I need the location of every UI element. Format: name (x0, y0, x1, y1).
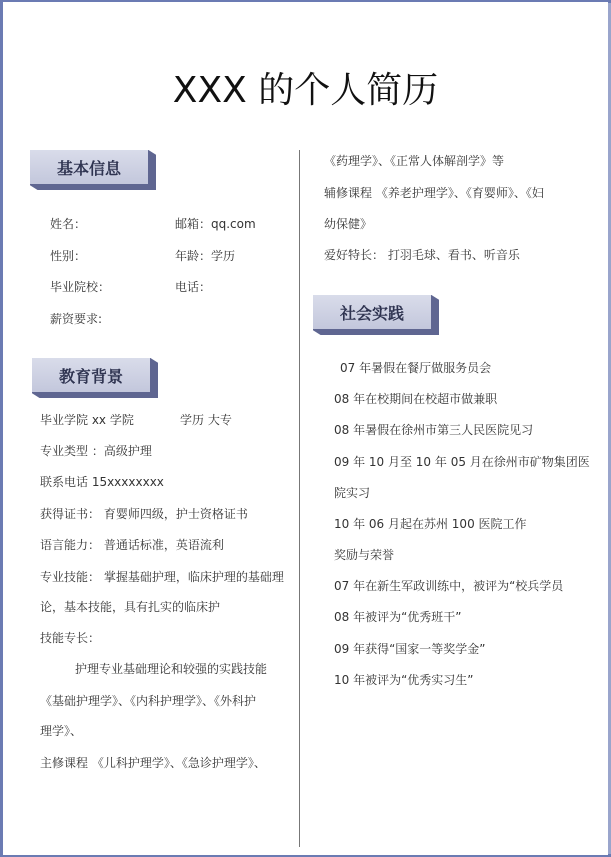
edu-line: 专业类型 ：高级护理 (40, 444, 152, 458)
edu-line: 技能专长： (40, 631, 101, 645)
section-header-basic (30, 150, 160, 194)
practice-line: 07 年在新生军政训练中，被评为“校兵学员 (334, 579, 564, 593)
edu-line: 专业技能： 掌握基础护理，临床护理的基础理 (40, 570, 284, 584)
edu-line: 毕业学院 xx 学院 (40, 413, 134, 427)
field-school: 毕业院校： (50, 280, 111, 294)
practice-line: 奖励与荣誉 (334, 548, 395, 562)
practice-line: 10 年被评为“优秀实习生” (334, 673, 474, 687)
field-gender: 性别： (50, 249, 87, 263)
edu-line: 学历 大专 (180, 413, 232, 427)
section-header-education (32, 358, 162, 402)
edu-line: 主修课程 《儿科护理学》、《急诊护理学》、 (40, 756, 266, 770)
right-line: 爱好特长： 打羽毛球、看书、听音乐 (324, 248, 520, 262)
edu-line: 联系电话 15xxxxxxxx (40, 475, 164, 489)
section-header-label: 社会实践 (313, 295, 431, 329)
section-header-label: 教育背景 (32, 358, 150, 392)
field-age: 年龄：学历 (175, 249, 236, 263)
practice-line: 院实习 (334, 486, 371, 500)
edu-line: 理学》、 (40, 724, 83, 738)
practice-line: 07 年暑假在餐厅做服务员会 (340, 361, 492, 375)
practice-line: 09 年获得“国家一等奖学金” (334, 642, 486, 656)
edu-line: 论，基本技能，具有扎实的临床护 (40, 600, 221, 614)
practice-line: 10 年 06 月起在苏州 100 医院工作 (334, 517, 527, 531)
field-salary: 薪资要求: (50, 312, 103, 326)
practice-line: 08 年暑假在徐州市第三人民医院见习 (334, 423, 534, 437)
field-email: 邮箱：qq.com (175, 217, 256, 231)
column-divider (299, 150, 300, 847)
edu-line: 语言能力： 普通话标准，英语流利 (40, 538, 224, 552)
page-title: XXX 的个人简历 (172, 70, 439, 111)
edu-line: 获得证书： 育婴师四级，护士资格证书 (40, 507, 248, 521)
practice-line: 09 年 10 月至 10 年 05 月在徐州市矿物集团医 (334, 455, 590, 469)
right-line: 幼保健》 (324, 217, 373, 231)
right-line: 辅修课程 《养老护理学》、《育婴师》、《妇 (324, 186, 544, 200)
practice-line: 08 年被评为“优秀班干” (334, 610, 462, 624)
right-line: 《药理学》、《正常人体解剖学》等 (324, 154, 505, 168)
section-header-label: 基本信息 (30, 150, 148, 184)
section-header-practice (313, 295, 443, 339)
edu-line: 《基础护理学》、《内科护理学》、《外科护 (40, 694, 257, 708)
field-name: 姓名： (50, 217, 87, 231)
field-phone: 电话： (175, 280, 212, 294)
edu-line: 护理专业基础理论和较强的实践技能 (75, 662, 268, 676)
practice-line: 08 年在校期间在校超市做兼职 (334, 392, 498, 406)
